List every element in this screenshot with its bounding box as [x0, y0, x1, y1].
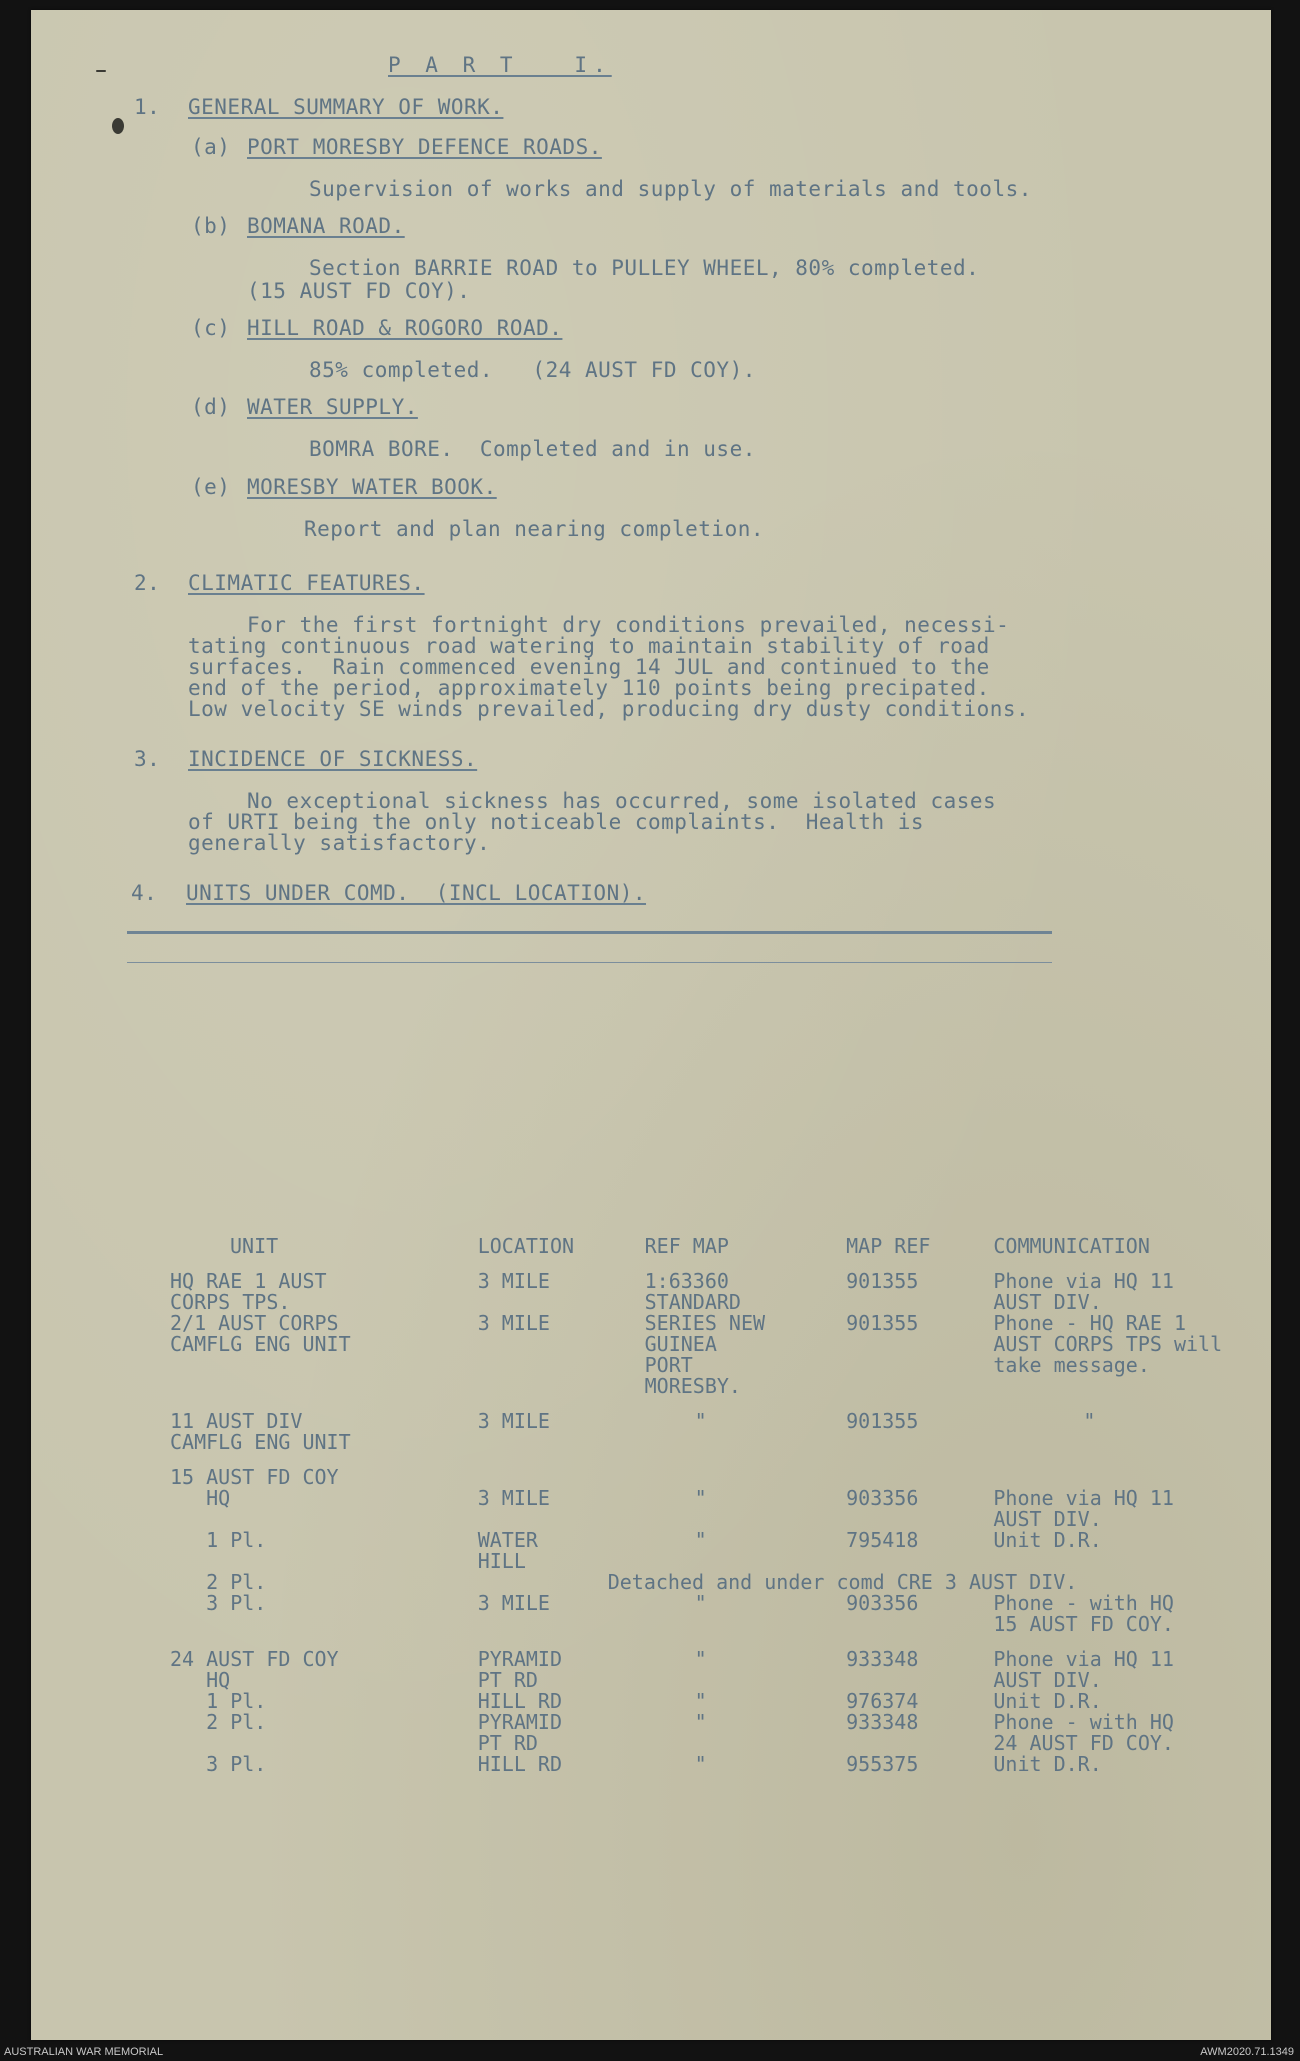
cell-ref-map: SERIES NEW GUINEA PORT MORESBY.: [644, 1311, 766, 1398]
cell-location: 3 MILE: [477, 1486, 550, 1510]
cell-ref-map: ": [694, 1486, 707, 1510]
part-heading: P A R T I.: [388, 53, 612, 77]
cell-unit: HQ RAE 1 AUST CORPS TPS.: [170, 1269, 327, 1314]
section-title: INCIDENCE OF SICKNESS.: [188, 747, 478, 771]
item-label: (d): [191, 395, 231, 419]
item-body: BOMRA BORE. Completed and in use.: [309, 437, 756, 461]
paragraph-line: tating continuous road watering to maintain stability of road: [188, 634, 990, 658]
table-row: [170, 1754, 1300, 1775]
cell-location: 3 MILE: [477, 1409, 550, 1433]
table-row: [170, 1530, 1300, 1572]
item-label: (b): [191, 214, 231, 238]
cell-map-ref: 933348: [846, 1647, 919, 1671]
table-row: [170, 1572, 1300, 1593]
item-title: MORESBY WATER BOOK.: [247, 475, 497, 499]
section-number: 1.: [134, 95, 161, 119]
cell-unit: 2 Pl.: [170, 1570, 267, 1594]
cell-communication: Phone via HQ 11 AUST DIV.: [993, 1647, 1174, 1692]
cell-unit: 15 AUST FD COY HQ: [170, 1465, 339, 1510]
cell-unit: 3 Pl.: [170, 1591, 267, 1615]
punch-mark: [96, 70, 106, 72]
cell-communication: Phone via HQ 11 AUST DIV.: [993, 1486, 1174, 1531]
table-row: [170, 1593, 1300, 1635]
cell-communication: Unit D.R.: [993, 1752, 1102, 1776]
item-label: (e): [191, 475, 231, 499]
cell-map-ref: 903356: [846, 1591, 919, 1615]
cell-map-ref: 955375: [846, 1752, 919, 1776]
item-label: (a): [191, 135, 231, 159]
cell-location: HILL RD: [477, 1752, 563, 1776]
cell-communication: Phone via HQ 11 AUST DIV.: [993, 1269, 1174, 1314]
cell-unit: 2/1 AUST CORPS CAMFLG ENG UNIT: [170, 1311, 351, 1356]
cell-communication: Phone - with HQ 15 AUST FD COY.: [993, 1591, 1174, 1636]
header-map-ref: MAP REF: [846, 1234, 931, 1258]
table-header-rule: [127, 962, 1052, 963]
cell-map-ref: 976374: [846, 1689, 919, 1713]
paragraph-line: No exceptional sickness has occurred, some isolated cases: [247, 789, 997, 813]
section-title: CLIMATIC FEATURES.: [188, 571, 425, 595]
item-body-2: (15 AUST FD COY).: [247, 279, 471, 303]
section-title: UNITS UNDER COMD. (INCL LOCATION).: [186, 881, 647, 905]
paragraph-line: Low velocity SE winds prevailed, producing dry dusty conditions.: [188, 697, 1030, 721]
cell-unit: 11 AUST DIV CAMFLG ENG UNIT: [170, 1409, 351, 1454]
paragraph-line: of URTI being the only noticeable complaints. Health is: [188, 810, 925, 834]
item-title: WATER SUPPLY.: [247, 395, 418, 419]
table-row: [170, 1397, 1300, 1453]
cell-location: PYRAMID PT RD: [477, 1710, 563, 1755]
header-ref-map: REF MAP: [644, 1234, 729, 1258]
item-title: PORT MORESBY DEFENCE ROADS.: [247, 135, 602, 159]
item-body: Section BARRIE ROAD to PULLEY WHEEL, 80% completed.: [309, 256, 980, 280]
paragraph-line: surfaces. Rain commenced evening 14 JUL and continued to the: [188, 655, 990, 679]
cell-ref-map: ": [694, 1752, 707, 1776]
cell-detached-note: Detached and under comd CRE 3 AUST DIV.: [607, 1570, 1078, 1594]
cell-ref-map: ": [694, 1409, 707, 1433]
cell-unit: 1 Pl.: [170, 1528, 267, 1552]
table-row: [170, 1453, 1300, 1530]
cell-unit: 1 Pl.: [170, 1689, 267, 1713]
footer-right: AWM2020.71.1349: [1200, 2046, 1294, 2058]
item-body: 85% completed. (24 AUST FD COY).: [309, 358, 756, 382]
cell-ref-map: 1:63360 STANDARD: [644, 1269, 741, 1314]
cell-ref-map: ": [694, 1710, 707, 1734]
cell-communication: Unit D.R.: [993, 1689, 1102, 1713]
cell-ref-map: ": [694, 1689, 707, 1713]
section-number: 4.: [131, 881, 158, 905]
paragraph-line: end of the period, approximately 110 points being precipated.: [188, 676, 990, 700]
paragraph-line: generally satisfactory.: [188, 831, 491, 855]
units-table: [170, 1236, 1300, 1775]
header-communication: COMMUNICATION: [993, 1234, 1150, 1258]
cell-map-ref: 795418: [846, 1528, 919, 1552]
item-title: BOMANA ROAD.: [247, 214, 405, 238]
table-top-rule: [127, 931, 1052, 934]
cell-unit: 2 Pl.: [170, 1710, 267, 1734]
section-title: GENERAL SUMMARY OF WORK.: [188, 95, 504, 119]
cell-location: WATER HILL: [477, 1528, 538, 1573]
table-header-row: [170, 1236, 1300, 1257]
section-number: 2.: [134, 571, 161, 595]
item-body: Supervision of works and supply of materials and tools.: [309, 177, 1032, 201]
cell-location: HILL RD: [477, 1689, 563, 1713]
cell-communication: Unit D.R.: [993, 1528, 1102, 1552]
table-row: [170, 1313, 1300, 1397]
table-row: [170, 1257, 1300, 1313]
table-row: [170, 1691, 1300, 1712]
cell-unit: 24 AUST FD COY HQ: [170, 1647, 339, 1692]
cell-map-ref: 903356: [846, 1486, 919, 1510]
table-row: [170, 1712, 1300, 1754]
item-body: Report and plan nearing completion.: [304, 517, 765, 541]
cell-map-ref: 901355: [846, 1311, 919, 1335]
cell-map-ref: 901355: [846, 1269, 919, 1293]
cell-map-ref: 901355: [846, 1409, 919, 1433]
punch-mark: [112, 118, 124, 134]
cell-location: 3 MILE: [477, 1269, 550, 1293]
section-number: 3.: [134, 747, 161, 771]
header-location: LOCATION: [477, 1234, 575, 1258]
footer-left: AUSTRALIAN WAR MEMORIAL: [4, 2046, 164, 2058]
cell-location: PYRAMID PT RD: [477, 1647, 563, 1692]
cell-communication: Phone - HQ RAE 1 AUST CORPS TPS will take message.: [993, 1311, 1223, 1377]
cell-map-ref: 933348: [846, 1710, 919, 1734]
cell-communication: ": [1083, 1409, 1096, 1433]
item-title: HILL ROAD & ROGORO ROAD.: [247, 316, 563, 340]
paragraph-line: For the first fortnight dry conditions prevailed, necessi-: [247, 613, 1010, 637]
cell-ref-map: ": [694, 1591, 707, 1615]
cell-ref-map: ": [694, 1528, 707, 1552]
cell-ref-map: ": [694, 1647, 707, 1671]
header-unit: UNIT: [230, 1234, 279, 1258]
cell-location: 3 MILE: [477, 1591, 550, 1615]
cell-location: 3 MILE: [477, 1311, 550, 1335]
cell-unit: 3 Pl.: [170, 1752, 267, 1776]
table-row: [170, 1635, 1300, 1691]
cell-communication: Phone - with HQ 24 AUST FD COY.: [993, 1710, 1174, 1755]
item-label: (c): [191, 316, 231, 340]
